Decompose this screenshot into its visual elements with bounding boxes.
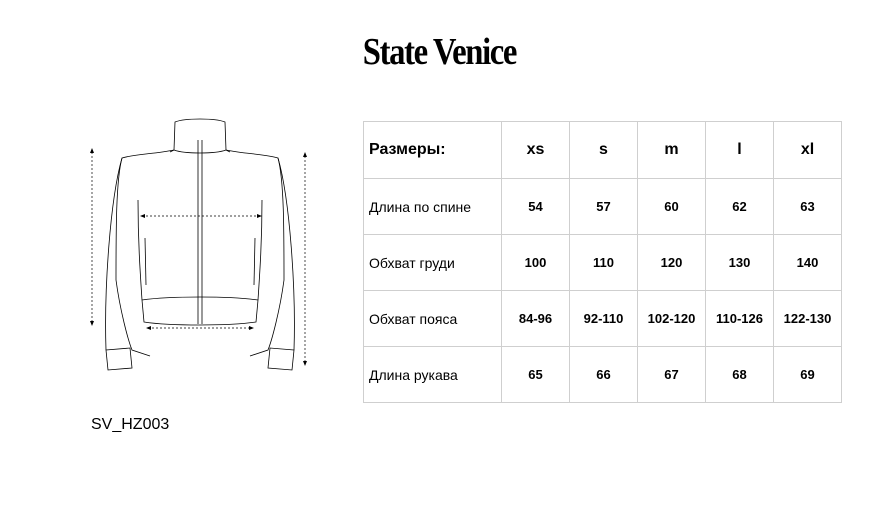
measurement-value: 54: [502, 179, 570, 235]
size-column-header: s: [570, 122, 638, 179]
brand-logo: State Venice: [362, 31, 517, 73]
measurement-label: Длина рукава: [364, 347, 502, 403]
measurement-value: 68: [706, 347, 774, 403]
measurement-value: 65: [502, 347, 570, 403]
measurement-value: 63: [774, 179, 842, 235]
table-row: [364, 291, 842, 347]
jacket-sketch: [80, 110, 320, 380]
measurement-value: 110-126: [706, 291, 774, 347]
product-sku: SV_HZ003: [91, 416, 170, 433]
table-row: [364, 347, 842, 403]
measurement-value: 67: [638, 347, 706, 403]
measurement-value: 60: [638, 179, 706, 235]
size-column-header: xs: [502, 122, 570, 179]
measurement-value: 84-96: [502, 291, 570, 347]
measurement-value: 130: [706, 235, 774, 291]
measurement-value: 100: [502, 235, 570, 291]
size-chart-table: [363, 121, 842, 403]
measurement-label: Обхват груди: [364, 235, 502, 291]
measurement-value: 122-130: [774, 291, 842, 347]
measurement-value: 110: [570, 235, 638, 291]
measurement-value: 57: [570, 179, 638, 235]
measurement-label: Длина по спине: [364, 179, 502, 235]
measurement-label: Обхват пояса: [364, 291, 502, 347]
size-header-label: Размеры:: [364, 122, 502, 179]
size-column-header: l: [706, 122, 774, 179]
measurement-value: 120: [638, 235, 706, 291]
table-row: [364, 235, 842, 291]
size-header-row: [364, 122, 842, 179]
measurement-value: 92-110: [570, 291, 638, 347]
measurement-value: 66: [570, 347, 638, 403]
measurement-value: 62: [706, 179, 774, 235]
table-row: [364, 179, 842, 235]
measurement-value: 102-120: [638, 291, 706, 347]
size-column-header: xl: [774, 122, 842, 179]
measurement-value: 69: [774, 347, 842, 403]
size-column-header: m: [638, 122, 706, 179]
measurement-value: 140: [774, 235, 842, 291]
